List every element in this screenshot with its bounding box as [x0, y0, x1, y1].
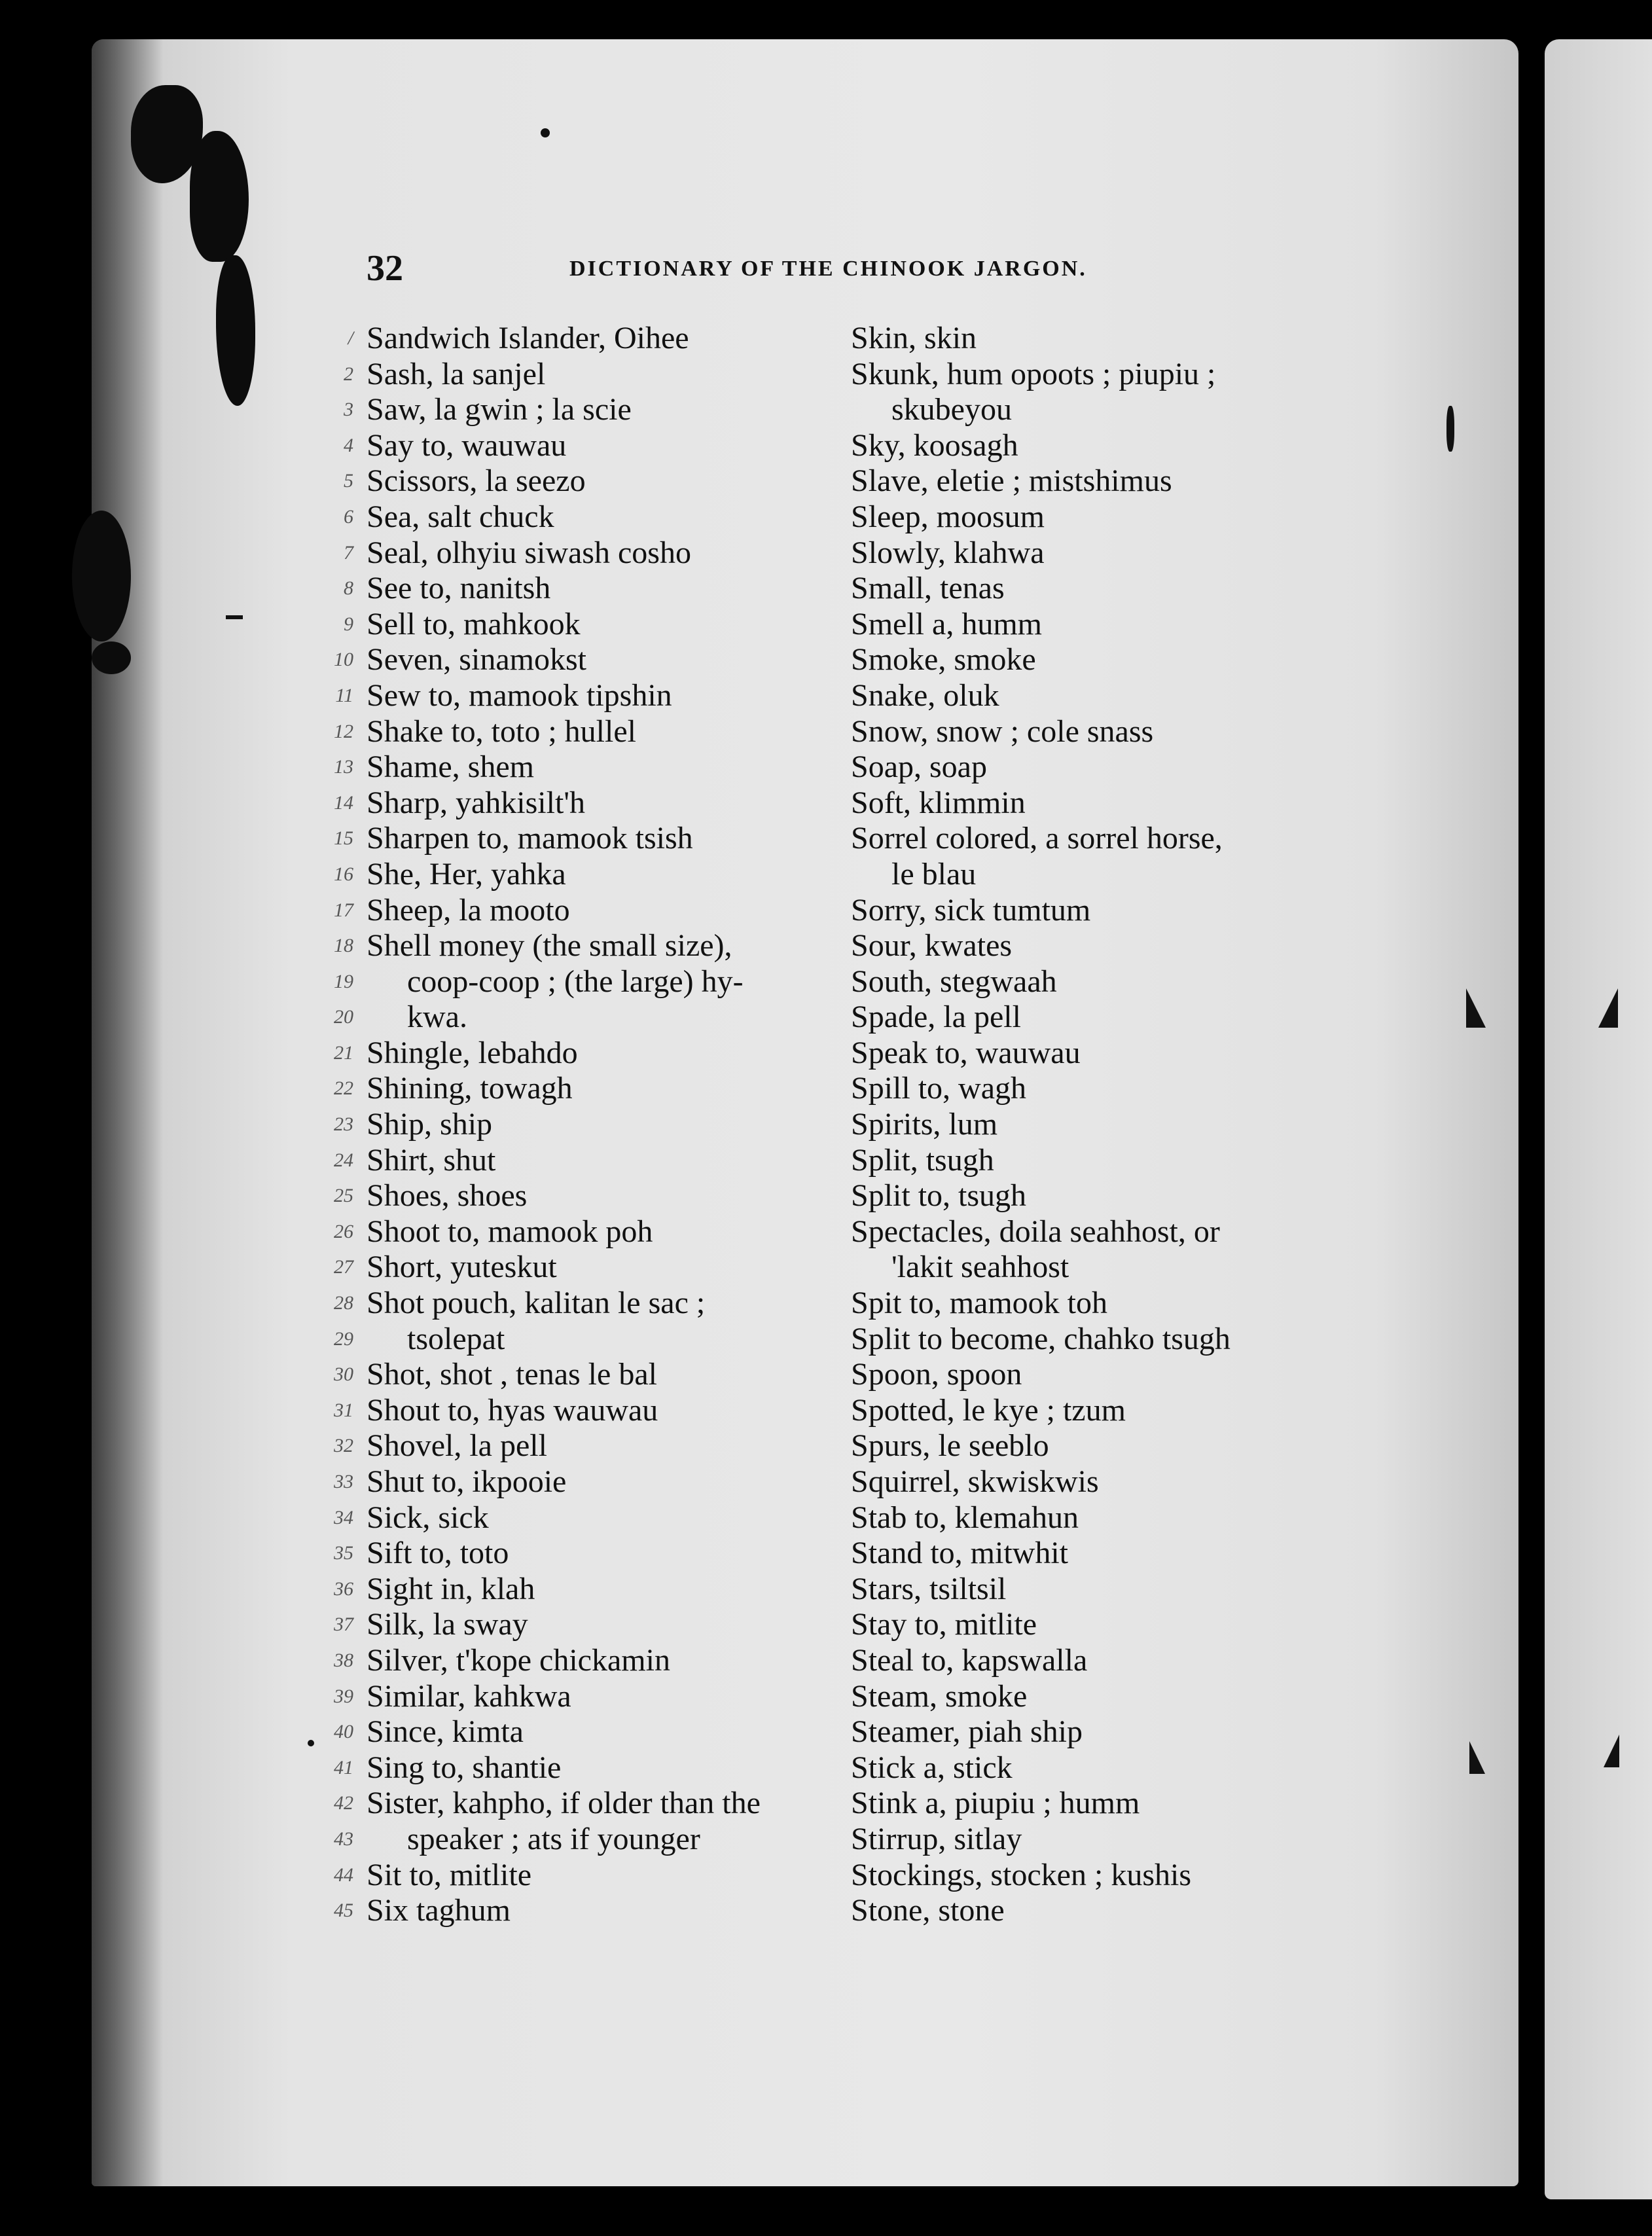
dictionary-entry-continuation: 'lakit seahhost — [891, 1250, 1069, 1285]
dictionary-entry: Stab to, klemahun — [851, 1500, 1079, 1535]
dictionary-entry: Shout to, hyas wauwau — [367, 1392, 658, 1428]
dictionary-entry: Sorry, sick tumtum — [851, 892, 1091, 928]
page-number: 32 — [367, 248, 403, 289]
line-number: 25 — [334, 1185, 353, 1207]
dictionary-entry: Snake, oluk — [851, 677, 999, 713]
dictionary-entry: Split, tsugh — [851, 1142, 994, 1178]
dictionary-entry: Shingle, lebahdo — [367, 1035, 578, 1070]
dictionary-entry: Stink a, piupiu ; humm — [851, 1786, 1140, 1821]
dictionary-entry: Smell a, humm — [851, 606, 1042, 641]
dictionary-entry: Soap, soap — [851, 749, 987, 785]
dictionary-entry: Skin, skin — [851, 321, 977, 355]
dictionary-entry: Stirrup, sitlay — [851, 1821, 1022, 1856]
line-number: 19 — [334, 970, 353, 992]
dictionary-entry: Stars, tsiltsil — [851, 1571, 1007, 1606]
line-number: 42 — [334, 1792, 353, 1814]
dictionary-entry: Steal to, kapswalla — [851, 1642, 1088, 1678]
dictionary-entry: Speak to, wauwau — [851, 1035, 1081, 1070]
line-number: 14 — [334, 791, 353, 814]
dictionary-entry: Seal, olhyiu siwash cosho — [367, 535, 691, 570]
line-number: 45 — [334, 1900, 353, 1922]
dictionary-entry: Snow, snow ; cole snass — [851, 713, 1154, 749]
line-number: 18 — [334, 935, 353, 957]
line-number: 37 — [334, 1614, 353, 1636]
line-number: 44 — [334, 1864, 353, 1886]
line-number: 13 — [334, 756, 353, 778]
dictionary-entry: Sharpen to, mamook tsish — [367, 821, 693, 856]
dictionary-entry: Shoot to, mamook poh — [367, 1214, 653, 1249]
dictionary-entry: Spoon, spoon — [851, 1357, 1022, 1392]
dictionary-entry: Slave, eletie ; mistshimus — [851, 463, 1172, 499]
line-number: 31 — [334, 1399, 353, 1421]
line-number: 35 — [334, 1542, 353, 1564]
dictionary-entry: She, Her, yahka — [367, 856, 566, 892]
line-number: 26 — [334, 1220, 353, 1242]
line-number: 6 — [344, 505, 353, 528]
dictionary-entry: Stick a, stick — [851, 1750, 1013, 1785]
dictionary-entry-continuation: le blau — [891, 856, 977, 892]
dictionary-entry: Shot pouch, kalitan le sac ; — [367, 1286, 706, 1321]
page-header — [367, 247, 1479, 287]
dictionary-entry-continuation: skubeyou — [891, 392, 1012, 427]
dictionary-entry: Shot, shot , tenas le bal — [367, 1357, 657, 1392]
line-number: 21 — [334, 1041, 353, 1064]
line-number: 16 — [334, 863, 353, 885]
dictionary-entry: Split to become, chahko tsugh — [851, 1321, 1230, 1356]
line-number: 40 — [334, 1721, 353, 1743]
dictionary-entry: Sea, salt chuck — [367, 499, 554, 534]
dictionary-entry: Sight in, klah — [367, 1571, 535, 1606]
dictionary-entry-continuation: speaker ; ats if younger — [407, 1821, 700, 1856]
left-column — [367, 321, 864, 1929]
dictionary-entry: Shoes, shoes — [367, 1178, 528, 1214]
line-number: 34 — [334, 1506, 353, 1528]
dictionary-entry: Smoke, smoke — [851, 642, 1036, 677]
dictionary-entry: Short, yuteskut — [367, 1250, 557, 1285]
line-number: 41 — [334, 1756, 353, 1778]
line-number: 43 — [334, 1828, 353, 1850]
ink-stain — [92, 641, 131, 674]
facing-page-edge — [1545, 39, 1652, 2199]
dictionary-entry: Shell money (the small size), — [367, 928, 732, 964]
dictionary-entry: Spirits, lum — [851, 1107, 998, 1142]
line-number: 11 — [335, 684, 353, 706]
line-number: 8 — [344, 577, 353, 600]
line-number: 27 — [334, 1256, 353, 1278]
ink-dot — [541, 128, 550, 137]
dictionary-entry: Slowly, klahwa — [851, 535, 1045, 570]
dictionary-entry: Say to, wauwau — [367, 427, 567, 463]
dictionary-entry: Since, kimta — [367, 1714, 524, 1750]
dictionary-entry: Spurs, le seeblo — [851, 1428, 1049, 1464]
line-number: 17 — [334, 899, 353, 921]
dictionary-entry: Scissors, la seezo — [367, 463, 586, 499]
dictionary-entry: Steamer, piah ship — [851, 1714, 1083, 1750]
dictionary-entry: Soft, klimmin — [851, 785, 1026, 820]
dictionary-entry: Shut to, ikpooie — [367, 1464, 567, 1499]
dictionary-entry: Squirrel, skwiskwis — [851, 1464, 1099, 1499]
dictionary-entry: Spotted, le kye ; tzum — [851, 1392, 1126, 1428]
dictionary-entry: Sharp, yahkisilt'h — [367, 785, 585, 820]
line-number: 12 — [334, 720, 353, 742]
dictionary-entry: Split to, tsugh — [851, 1178, 1027, 1214]
dictionary-entry: Sky, koosagh — [851, 427, 1018, 463]
dictionary-entry: Silk, la sway — [367, 1607, 528, 1642]
dictionary-entry: Similar, kahkwa — [367, 1678, 571, 1714]
line-number: 5 — [344, 470, 353, 492]
dictionary-entry: Shake to, toto ; hullel — [367, 713, 636, 749]
dictionary-entry-continuation: tsolepat — [407, 1321, 505, 1356]
line-number: 32 — [334, 1435, 353, 1457]
dictionary-entry: Stand to, mitwhit — [851, 1536, 1069, 1571]
line-number: 7 — [344, 541, 353, 564]
dictionary-entry: Stockings, stocken ; kushis — [851, 1857, 1192, 1892]
running-head: DICTIONARY OF THE CHINOOK JARGON. — [569, 257, 1087, 281]
dictionary-entry: Sing to, shantie — [367, 1750, 562, 1785]
line-number: 10 — [334, 649, 353, 671]
dictionary-entry: Sour, kwates — [851, 928, 1013, 964]
dictionary-entry: Shovel, la pell — [367, 1428, 547, 1464]
dictionary-entry: Shame, shem — [367, 749, 534, 785]
dictionary-entry: Sorrel colored, a sorrel horse, — [851, 821, 1223, 856]
dictionary-entry: Sash, la sanjel — [367, 356, 546, 391]
dictionary-entry: Stone, stone — [851, 1893, 1005, 1928]
dictionary-entry: South, stegwaah — [851, 964, 1057, 999]
line-number: 23 — [334, 1113, 353, 1136]
line-number: 30 — [334, 1363, 353, 1386]
right-column — [851, 321, 1374, 1929]
margin-mark — [226, 615, 243, 619]
dictionary-entry: Sift to, toto — [367, 1536, 509, 1571]
line-number: 38 — [334, 1649, 353, 1671]
line-number: 39 — [334, 1685, 353, 1707]
dictionary-entry: See to, nanitsh — [367, 571, 551, 606]
dictionary-entry-continuation: coop-coop ; (the large) hy- — [407, 964, 744, 999]
line-number: 29 — [334, 1327, 353, 1350]
dictionary-entry: Sick, sick — [367, 1500, 489, 1535]
dictionary-entry: Steam, smoke — [851, 1678, 1028, 1714]
dictionary-entry: Spade, la pell — [851, 1000, 1021, 1035]
dictionary-entry: Small, tenas — [851, 571, 1005, 606]
line-number: 4 — [344, 434, 353, 456]
line-number: 33 — [334, 1471, 353, 1492]
dictionary-entry: Ship, ship — [367, 1107, 493, 1142]
dictionary-entry: Spill to, wagh — [851, 1071, 1027, 1106]
dictionary-entry: Saw, la gwin ; la scie — [367, 392, 632, 427]
dictionary-entry: Seven, sinamokst — [367, 642, 586, 677]
page-gutter-shadow — [92, 39, 164, 2186]
line-number: 22 — [334, 1077, 353, 1100]
line-number: 36 — [334, 1578, 353, 1600]
dictionary-entry: Sew to, mamook tipshin — [367, 677, 672, 713]
line-number: / — [348, 327, 353, 349]
edge-mark — [1446, 406, 1454, 452]
dictionary-entry: Six taghum — [367, 1893, 511, 1928]
line-number: 9 — [344, 613, 353, 635]
ink-stain — [72, 511, 131, 641]
dictionary-entry: Sister, kahpho, if older than the — [367, 1786, 761, 1821]
dictionary-entry: Sandwich Islander, Oihee — [367, 321, 689, 355]
dictionary-entry: Sell to, mahkook — [367, 606, 581, 641]
dictionary-entry: Skunk, hum opoots ; piupiu ; — [851, 356, 1216, 391]
dictionary-entry-continuation: kwa. — [407, 1000, 467, 1035]
dictionary-entry: Spit to, mamook toh — [851, 1286, 1108, 1321]
dictionary-entry: Spectacles, doila seahhost, or — [851, 1214, 1220, 1249]
line-number: 28 — [334, 1292, 353, 1314]
line-number: 2 — [344, 363, 353, 385]
dictionary-entry: Sleep, moosum — [851, 499, 1045, 534]
line-number: 24 — [334, 1149, 353, 1171]
dictionary-entry: Shirt, shut — [367, 1142, 496, 1178]
dictionary-entry: Stay to, mitlite — [851, 1607, 1037, 1642]
dictionary-entry: Sheep, la mooto — [367, 892, 570, 928]
dictionary-entry: Shining, towagh — [367, 1071, 573, 1106]
line-number: 3 — [344, 399, 353, 421]
dictionary-entry: Sit to, mitlite — [367, 1857, 532, 1892]
line-number: 20 — [334, 1006, 353, 1028]
line-number: 15 — [334, 827, 353, 850]
dictionary-entry: Silver, t'kope chickamin — [367, 1642, 670, 1678]
handwritten-line-numbers — [308, 321, 353, 1929]
